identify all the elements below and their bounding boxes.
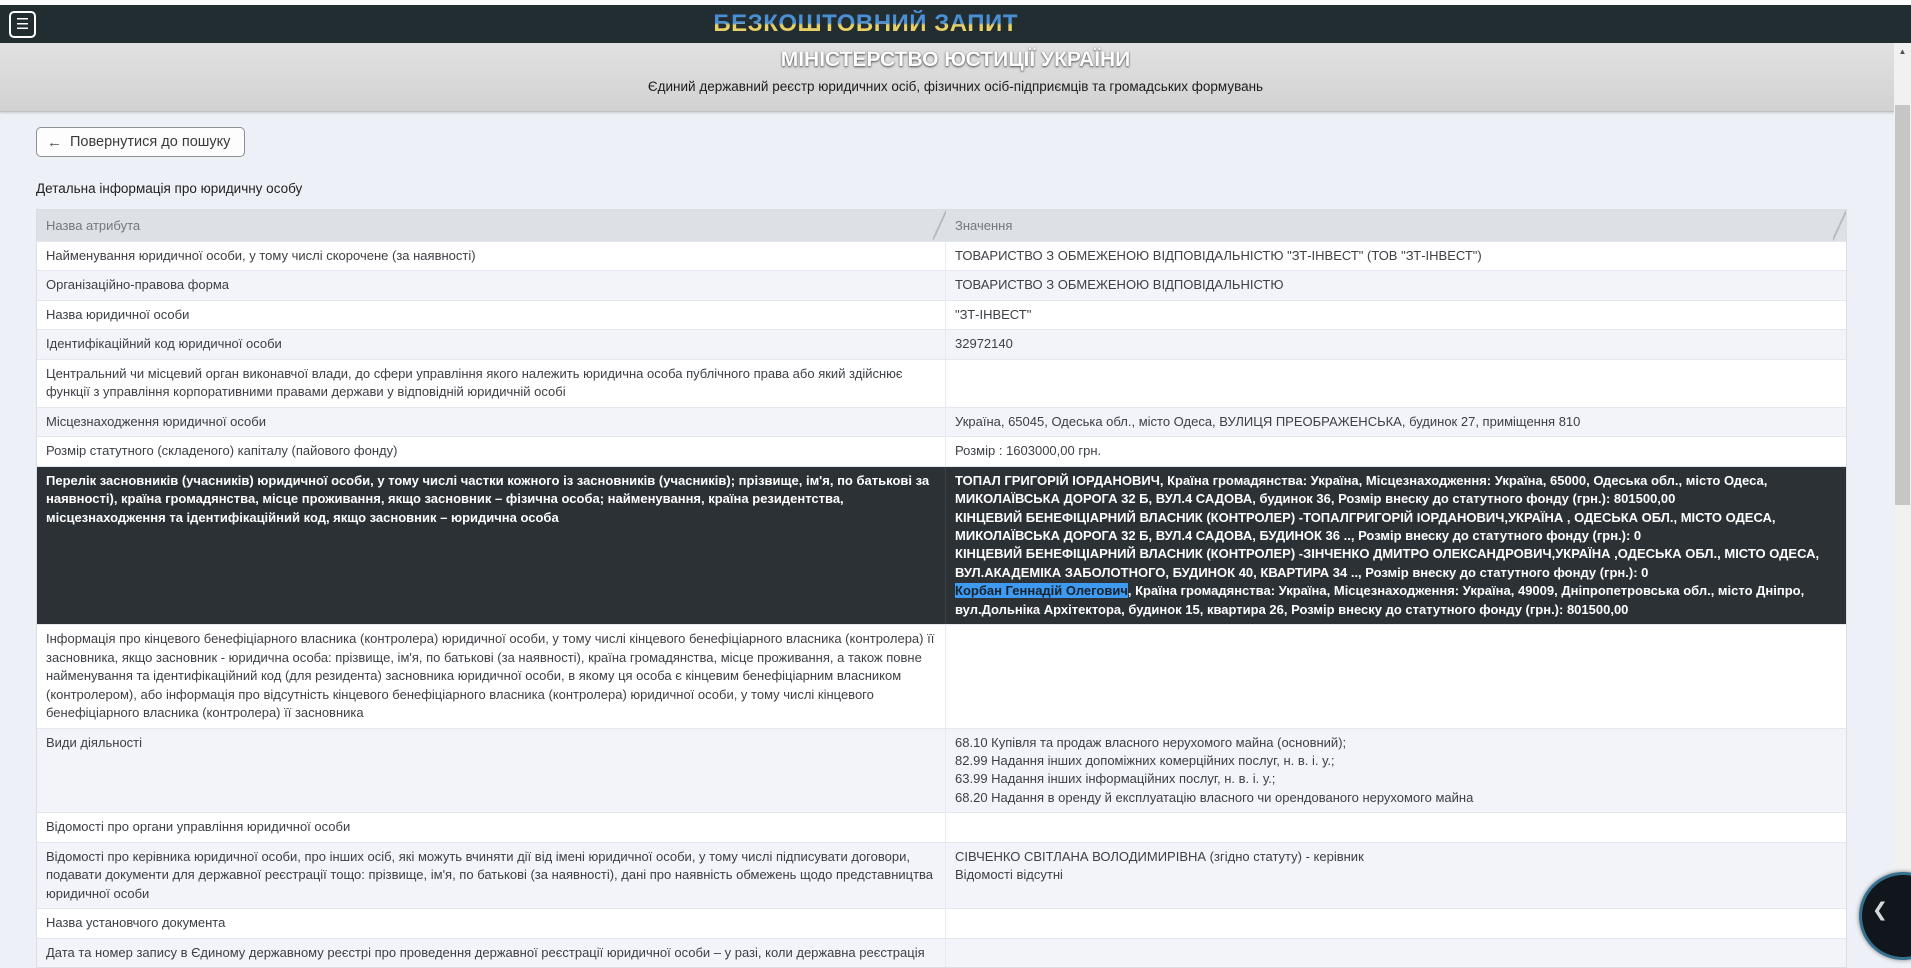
attribute-value-cell: "ЗТ-ІНВЕСТ" (955, 306, 1032, 322)
value-line: 68.10 Купівля та продаж власного нерухомого майна (основний); (955, 734, 1347, 750)
value-line: Відомості відсутні (955, 867, 1063, 883)
table-row (37, 359, 1846, 407)
value-line: ТОПАЛ ГРИГОРІЙ ІОРДАНОВИЧ, Країна громадянства: Україна, Місцезнаходження: Україна, 65000, Одеська обл., місто Одеса, МИКОЛАЇВСЬКА ДОРОГА 32 Б, ВУЛ.4 САДОВА, будинок 36, Розмір внеску до статутного фонду (грн.): 801500,00 (955, 472, 1768, 507)
table-row (37, 329, 1846, 358)
attribute-name-cell: Центральний чи місцевий орган виконавчої влади, до сфери управління якого належить юридична особа публічного права або який здійснює функції з управління корпоративними правами держави у відповідній юридичній особі (37, 360, 946, 407)
table-row (37, 624, 1846, 727)
table-row (37, 436, 1846, 465)
attribute-value-cell (946, 729, 1846, 813)
table-row (37, 728, 1846, 813)
attribute-name-cell: Місцезнаходження юридичної особи (37, 408, 946, 436)
attribute-value-cell: ТОВАРИСТВО З ОБМЕЖЕНОЮ ВІДПОВІДАЛЬНІСТЮ (955, 277, 1284, 293)
attribute-value-cell (946, 813, 1846, 841)
ministry-header (0, 43, 1911, 112)
attribute-value-cell (946, 939, 1846, 967)
column-header-attribute: Назва атрибута (37, 210, 946, 241)
ministry-title: МІНІСТЕРСТВО ЮСТИЦІЇ УКРАЇНИ (780, 48, 1131, 71)
value-line: 82.99 Надання інших допоміжних комерційних послуг, н. в. і. у.; (955, 752, 1335, 768)
page-title: Детальна інформація про юридичну особу (36, 181, 303, 196)
back-to-search-button[interactable] (36, 127, 245, 157)
main-content (0, 112, 1911, 968)
attribute-name-cell: Відомості про органи управління юридичної особи (37, 813, 946, 841)
attribute-value-cell: 32972140 (955, 336, 1013, 352)
attribute-name-cell: Перелік засновників (учасників) юридичної особи, у тому числі частки кожного із засновників (учасників); прізвище, ім'я, по батькові за наявності), країна громадянства, місце проживання, якщо засновник – фізична особа; найменування, країна резидентства, місцезнаходження та ідентифікаційний код, якщо засновник – юридична особа (37, 467, 946, 625)
back-arrow-icon: ← (47, 133, 62, 151)
table-row (37, 300, 1846, 329)
table-row (37, 938, 1846, 967)
selected-text: Корбан Геннадій Олегович (955, 583, 1128, 599)
value-line: Корбан Геннадій Олегович, Країна громадянства: Україна, Місцезнаходження: Україна, 49009, Дніпропетровська обл., місто Дніпро, вул.Дольніка Архітектора, будинок 15, квартира 26, Розмір внеску до статутного фонду (грн.): 801500,00 (955, 583, 1805, 617)
attribute-name-cell: Організаційно-правова форма (37, 271, 946, 299)
value-line: КІНЦЕВИЙ БЕНЕФІЦІАРНИЙ ВЛАСНИК (КОНТРОЛЕР) -ЗІНЧЕНКО ДМИТРО ОЛЕКСАНДРОВИЧ,УКРАЇНА ,ОДЕСЬКА ОБЛ., МІСТО ОДЕСА, ВУЛ.АКАДЕМІКА ЗАБОЛОТНОГО, БУДИНОК 40, КВАРТИРА 34 .., Розмір внеску до статутного фонду (грн.): 0 (955, 546, 1820, 580)
attribute-name-cell: Відомості про керівника юридичної особи, про інших осіб, які можуть вчиняти дії від імені юридичної особи, у тому числі підписувати договори, подавати документи для державної реєстрації тощо: прізвище, ім'я, по батькові (за наявності), дані про наявність обмежень щодо представництва юридичної особи (37, 843, 946, 908)
value-line: СІВЧЕНКО СВІТЛАНА ВОЛОДИМИРІВНА (згідно статуту) - керівник (955, 848, 1364, 864)
attribute-table-body (37, 241, 1846, 967)
menu-button[interactable] (9, 11, 36, 38)
value-line: 63.99 Надання інших інформаційних послуг, н. в. і. у.; (955, 771, 1276, 787)
table-row (37, 270, 1846, 299)
table-row (37, 466, 1846, 625)
table-row (37, 908, 1846, 937)
attribute-name-cell: Назва установчого документа (37, 909, 946, 937)
attribute-value-cell (946, 625, 1846, 727)
attribute-name-cell: Інформація про кінцевого бенефіціарного власника (контролера) юридичної особи, у тому числі кінцевого бенефіціарного власника (контролера) її засновника, якщо засновник - юридична особа: прізвище, ім'я, по батькові (за наявності), країна громадянства, місце проживання, а також повне найменування та ідентифікаційний код (для резидента) засновника юридичної особи, в якому ця особа є кінцевим бенефіціарним власником (контролером), або інформація про відсутність кінцевого бенефіціарного власника (контролера) юридичної особи, у тому числі кінцевого бенефіціарного власника (контролера) її засновника (37, 625, 946, 727)
scrollbar-thumb[interactable] (1895, 105, 1910, 505)
attribute-value-cell: ТОВАРИСТВО З ОБМЕЖЕНОЮ ВІДПОВІДАЛЬНІСТЮ "ЗТ-ІНВЕСТ" (ТОВ "ЗТ-ІНВЕСТ") (955, 248, 1482, 263)
attribute-name-cell: Найменування юридичної особи, у тому числі скорочене (за наявності) (37, 242, 946, 270)
attribute-name-cell: Дата та номер запису в Єдиному державному реєстрі про проведення державної реєстрації юридичної особи – у разі, коли державна реєстрація (37, 939, 946, 967)
attribute-name-cell: Ідентифікаційний код юридичної особи (37, 330, 946, 358)
attribute-value-cell (946, 909, 1846, 937)
attribute-name-cell: Види діяльності (37, 729, 946, 813)
hamburger-icon: ☰ (15, 15, 30, 33)
app-title: БЕЗКОШТОВНИЙ ЗАПИТ (713, 10, 1018, 37)
table-row (37, 407, 1846, 436)
scrollbar-up-arrow-icon[interactable]: ▲ (1898, 46, 1907, 56)
attribute-value-cell: Україна, 65045, Одеська обл., місто Одеса, ВУЛИЦЯ ПРЕОБРАЖЕНСЬКА, будинок 27, приміщення 810 (955, 413, 1581, 429)
attribute-name-cell: Назва юридичної особи (37, 301, 946, 329)
table-row (37, 842, 1846, 908)
registry-subtitle: Єдиний державний реєстр юридичних осіб, фізичних осіб-підприємців та громадських формувань (647, 79, 1264, 94)
navbar (0, 5, 1911, 43)
chevron-left-icon: ❮ (1872, 900, 1888, 921)
attribute-name-cell: Розмір статутного (складеного) капіталу (пайового фонду) (37, 437, 946, 465)
back-button-label: Повернутися до пошуку (70, 134, 231, 150)
attribute-table (36, 209, 1847, 968)
attribute-value-cell: Розмір : 1603000,00 грн. (955, 443, 1102, 459)
attribute-value-cell (946, 467, 1846, 625)
column-header-value: Значення (946, 210, 1846, 241)
attribute-value-cell (946, 360, 1846, 407)
table-row (37, 241, 1846, 270)
table-header (37, 210, 1846, 241)
value-line: КІНЦЕВИЙ БЕНЕФІЦІАРНИЙ ВЛАСНИК (КОНТРОЛЕР) -ТОПАЛГРИГОРІЙ ІОРДАНОВИЧ,УКРАЇНА , ОДЕСЬКА ОБЛ., МІСТО ОДЕСА, МИКОЛАЇВСЬКА ДОРОГА 32 Б, ВУЛ.4 САДОВА, БУДИНОК 36 .., Розмір внеску до статутного фонду (грн.): 0 (955, 509, 1776, 543)
value-line: 68.20 Надання в оренду й експлуатацію власного чи орендованого нерухомого майна (955, 789, 1474, 805)
vertical-scrollbar[interactable] (1894, 43, 1911, 924)
attribute-value-cell (946, 843, 1846, 908)
table-row (37, 812, 1846, 841)
